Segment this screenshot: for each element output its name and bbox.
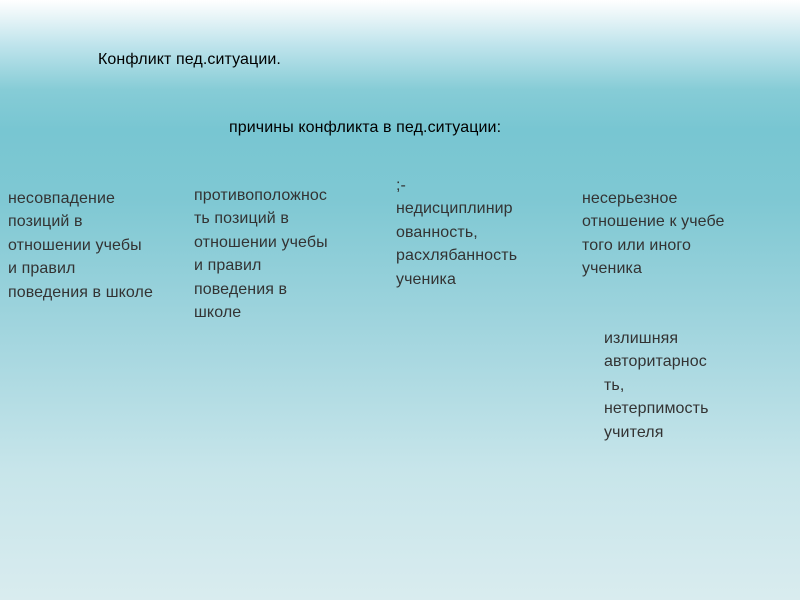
slide-title: Конфликт пед.ситуации. xyxy=(98,51,281,68)
cause-text-3: ;- недисциплинир ованность, расхлябанность ученика xyxy=(396,177,518,288)
cause-text-4: несерьезное отношение к учебе того или иного ученика xyxy=(582,190,725,278)
cause-text-1: несовпадение позиций в отношении учебы и правил поведения в школе xyxy=(8,190,153,301)
cause-text-5: излишняя авторитарнос ть, нетерпимость учителя xyxy=(604,330,709,441)
slide-subtitle: причины конфликта в пед.ситуации: xyxy=(229,119,502,136)
cause-text-2: противоположнос ть позиций в отношении учебы и правил поведения в школе xyxy=(194,187,328,322)
